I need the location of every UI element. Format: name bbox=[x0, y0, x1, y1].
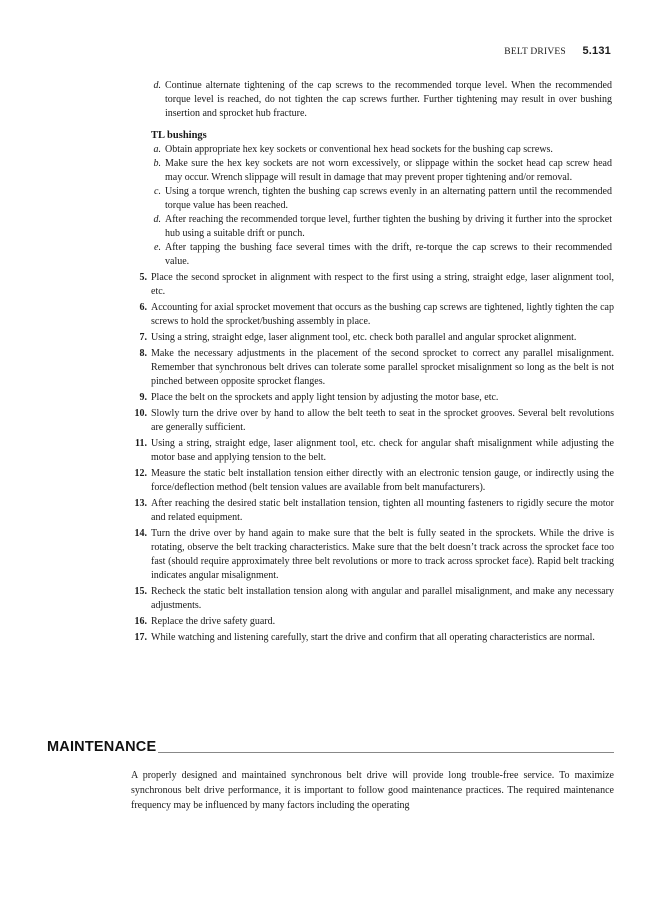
item-marker: e. bbox=[154, 242, 161, 253]
step-text: Make the necessary adjustments in the placement of the second sprocket to correct any parallel misalignment. Remember that synchronous belt drives can tolerate some parallel sprocket misalignment so long as the belt is not pinched between opposite sprocket flanges. bbox=[151, 348, 614, 387]
step-number: 14. bbox=[134, 528, 147, 539]
step-14 bbox=[134, 527, 614, 583]
page-number: 5.131 bbox=[582, 45, 611, 57]
step-6 bbox=[139, 301, 614, 329]
tl-item-e bbox=[154, 241, 612, 269]
step-text: Using a string, straight edge, laser alignment tool, etc. check for angular shaft misalignment while adjusting the motor base and applying tension to the belt. bbox=[151, 438, 614, 463]
step-text: Accounting for axial sprocket movement that occurs as the bushing cap screws are tightened, lightly tighten the cap screws to hold the sprocket/bushing assembly in place. bbox=[151, 302, 614, 327]
list-item-continued-d bbox=[153, 79, 612, 121]
item-marker: d. bbox=[153, 214, 161, 225]
item-text: Make sure the hex key sockets are not worn excessively, or slippage within the socket head cap screw head may occur. Wrench slippage will result in damage that may prevent proper tightening and/or removal. bbox=[165, 158, 612, 183]
step-9 bbox=[139, 391, 614, 405]
step-number: 10. bbox=[134, 408, 147, 419]
step-text: After reaching the desired static belt installation tension, tighten all mounting fasteners to rigidly secure the motor and related equipment. bbox=[151, 498, 614, 523]
tl-item-c bbox=[154, 185, 612, 213]
tl-item-a bbox=[153, 143, 612, 157]
step-number: 6. bbox=[139, 302, 147, 313]
step-8 bbox=[139, 347, 614, 389]
step-5 bbox=[139, 271, 614, 299]
step-number: 13. bbox=[134, 498, 147, 509]
item-text: Obtain appropriate hex key sockets or conventional hex head sockets for the bushing cap screws. bbox=[165, 144, 553, 155]
step-10 bbox=[134, 407, 614, 435]
step-11 bbox=[135, 437, 614, 465]
heading-rule bbox=[158, 752, 614, 753]
maintenance-paragraph: A properly designed and maintained synchronous belt drive will provide long trouble-free service. To maximize synchronous belt drive performance, it is important to follow good maintenance practices. The required maintenance frequency may be influenced by many factors including the operating bbox=[131, 770, 614, 811]
item-text: Using a torque wrench, tighten the bushing cap screws evenly in an alternating pattern until the recommended torque value has been reached. bbox=[165, 186, 612, 211]
step-text: Measure the static belt installation tension either directly with an electronic tension gauge, or indirectly using the force/deflection method (belt tension values are available from belt manufacturers). bbox=[151, 468, 614, 493]
step-number: 5. bbox=[139, 272, 147, 283]
item-marker: b. bbox=[153, 158, 161, 169]
item-text: After tapping the bushing face several times with the drift, re-torque the cap screws to their recommended value. bbox=[165, 242, 612, 267]
step-number: 12. bbox=[134, 468, 147, 479]
maintenance-heading: MAINTENANCE bbox=[47, 739, 157, 755]
tl-bushings-heading: TL bushings bbox=[151, 130, 207, 141]
step-number: 7. bbox=[139, 332, 147, 343]
step-text: Place the second sprocket in alignment with respect to the first using a string, straight edge, laser alignment tool, etc. bbox=[151, 272, 614, 297]
step-text: Slowly turn the drive over by hand to allow the belt teeth to seat in the sprocket grooves. Several belt revolutions are generally sufficient. bbox=[151, 408, 614, 433]
step-text: Replace the drive safety guard. bbox=[151, 616, 276, 627]
step-text: Recheck the static belt installation tension along with angular and parallel misalignment, and make any necessary adjustments. bbox=[151, 586, 614, 611]
tl-item-b bbox=[153, 157, 612, 185]
step-text: Place the belt on the sprockets and apply light tension by adjusting the motor base, etc. bbox=[151, 392, 499, 403]
step-number: 8. bbox=[139, 348, 147, 359]
step-15 bbox=[134, 585, 614, 613]
step-7 bbox=[139, 331, 614, 345]
page-body bbox=[0, 79, 662, 645]
item-marker: d. bbox=[153, 80, 161, 91]
step-number: 11. bbox=[135, 438, 147, 449]
item-text: Continue alternate tightening of the cap screws to the recommended torque level. When the recommended torque level is reached, do not tighten the cap screws further. Further tightening may result in over bushing insertion and sprocket hub fracture. bbox=[165, 80, 612, 119]
step-13 bbox=[134, 497, 614, 525]
step-number: 17. bbox=[134, 632, 147, 643]
item-text: After reaching the recommended torque level, further tighten the bushing by driving it further into the sprocket hub using a suitable drift or punch. bbox=[165, 214, 612, 239]
step-number: 15. bbox=[134, 586, 147, 597]
step-12 bbox=[134, 467, 614, 495]
step-text: While watching and listening carefully, start the drive and confirm that all operating characteristics are normal. bbox=[151, 632, 595, 643]
step-17 bbox=[134, 631, 614, 645]
item-marker: c. bbox=[154, 186, 161, 197]
step-number: 9. bbox=[139, 392, 147, 403]
maintenance-section bbox=[47, 739, 614, 756]
running-header bbox=[504, 45, 611, 57]
item-marker: a. bbox=[153, 144, 161, 155]
step-number: 16. bbox=[134, 616, 147, 627]
section-title: BELT DRIVES bbox=[504, 47, 566, 57]
step-16 bbox=[134, 615, 614, 629]
step-text: Using a string, straight edge, laser alignment tool, etc. check both parallel and angular sprocket alignment. bbox=[151, 332, 577, 343]
step-text: Turn the drive over by hand again to make sure that the belt is fully seated in the sprockets. While the drive is rotating, observe the belt tracking characteristics. Make sure that the belt doesn’t track across the sprocket face too fast (should require approximately three belt revolutions or more to track across sprocket face). Rapid belt tracking indicates angular misalignment. bbox=[151, 528, 614, 581]
tl-item-d bbox=[153, 213, 612, 241]
